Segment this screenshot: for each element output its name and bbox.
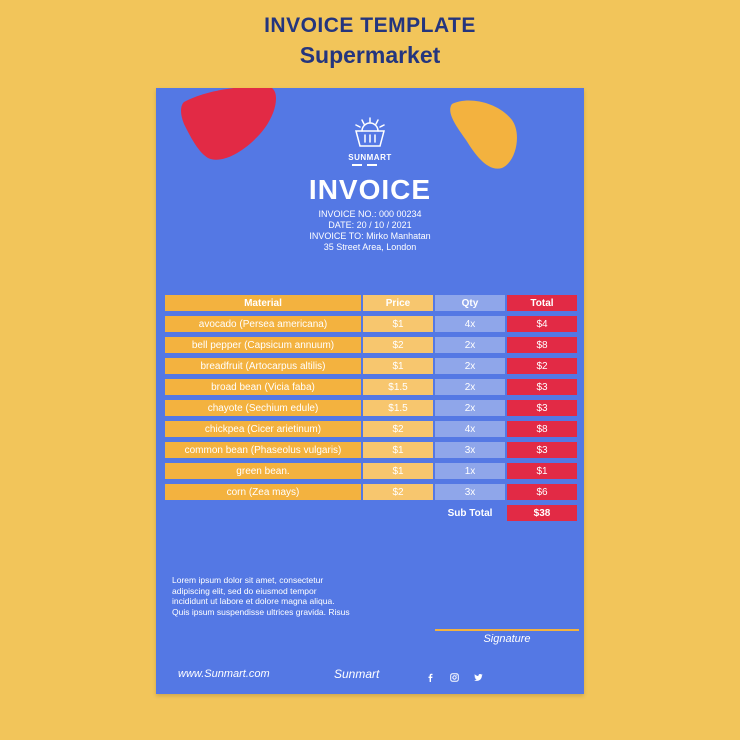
signature-label: Signature <box>483 633 531 645</box>
signature-line <box>435 629 579 631</box>
invoice-meta <box>156 209 584 253</box>
cell-qty: 3x <box>435 484 505 500</box>
table-row <box>165 316 577 332</box>
website-link[interactable]: www.Sunmart.com <box>178 668 270 680</box>
invoice-number: INVOICE NO.: 000 00234 <box>318 209 422 219</box>
invoice-sheet <box>156 88 584 694</box>
cell-qty: 1x <box>435 463 505 479</box>
invoice-to: INVOICE TO: Mirko Manhatan <box>309 231 431 241</box>
cell-total: $4 <box>507 316 577 332</box>
subtotal-value: $38 <box>507 505 577 521</box>
cell-price: $1.5 <box>363 400 433 416</box>
cell-qty: 2x <box>435 379 505 395</box>
cell-material: green bean. <box>165 463 361 479</box>
table-row <box>165 337 577 353</box>
cell-material: avocado (Persea americana) <box>165 316 361 332</box>
shopping-basket-icon <box>156 116 584 150</box>
notes-text: Lorem ipsum dolor sit amet, consectetur adipiscing elit, sed do eiusmod tempor incididunt ut labore et dolore magna aliqua. Quis ipsum suspendisse ultrices gravida. Risus <box>172 575 350 617</box>
instagram-icon[interactable] <box>450 669 459 678</box>
twitter-icon[interactable] <box>474 669 483 678</box>
cell-qty: 2x <box>435 400 505 416</box>
brand-underline-right <box>367 164 377 166</box>
subtotal-label: Sub Total <box>447 507 493 519</box>
social-icons <box>426 669 483 678</box>
cell-material: broad bean (Vicia faba) <box>165 379 361 395</box>
table-header-row <box>165 295 577 311</box>
cell-qty: 4x <box>435 316 505 332</box>
table-row <box>165 379 577 395</box>
cell-material: corn (Zea mays) <box>165 484 361 500</box>
table-row <box>165 400 577 416</box>
cell-price: $1 <box>363 316 433 332</box>
cell-total: $6 <box>507 484 577 500</box>
cell-total: $1 <box>507 463 577 479</box>
cell-price: $2 <box>363 337 433 353</box>
header-material: Material <box>165 295 361 311</box>
invoice-date: DATE: 20 / 10 / 2021 <box>328 220 412 230</box>
cell-price: $2 <box>363 484 433 500</box>
cell-material: chayote (Sechium edule) <box>165 400 361 416</box>
cell-total: $3 <box>507 400 577 416</box>
cell-total: $8 <box>507 337 577 353</box>
cell-material: breadfruit (Artocarpus altilis) <box>165 358 361 374</box>
page-subtitle: Supermarket <box>299 42 441 68</box>
subtotal-row <box>165 505 577 521</box>
brand-name: SUNMART <box>348 153 392 162</box>
cell-price: $1.5 <box>363 379 433 395</box>
cell-price: $1 <box>363 442 433 458</box>
invoice-address: 35 Street Area, London <box>323 242 417 252</box>
cell-total: $8 <box>507 421 577 437</box>
cell-material: common bean (Phaseolus vulgaris) <box>165 442 361 458</box>
cell-total: $3 <box>507 379 577 395</box>
cell-material: bell pepper (Capsicum annuum) <box>165 337 361 353</box>
cell-material: chickpea (Cicer arietinum) <box>165 421 361 437</box>
cell-total: $2 <box>507 358 577 374</box>
cell-price: $2 <box>363 421 433 437</box>
cell-qty: 3x <box>435 442 505 458</box>
header-price: Price <box>363 295 433 311</box>
page-title: INVOICE TEMPLATE <box>264 14 476 37</box>
cell-price: $1 <box>363 463 433 479</box>
header-total: Total <box>507 295 577 311</box>
footer-brand: Sunmart <box>334 667 380 681</box>
cell-total: $3 <box>507 442 577 458</box>
table-row <box>165 421 577 437</box>
cell-qty: 4x <box>435 421 505 437</box>
table-row <box>165 463 577 479</box>
cell-qty: 2x <box>435 337 505 353</box>
table-row <box>165 442 577 458</box>
table-row <box>165 484 577 500</box>
cell-price: $1 <box>363 358 433 374</box>
table-row <box>165 358 577 374</box>
items-table <box>165 290 577 526</box>
facebook-icon[interactable] <box>426 669 435 678</box>
brand-underline-left <box>352 164 362 166</box>
invoice-title: INVOICE <box>308 174 432 205</box>
header-qty: Qty <box>435 295 505 311</box>
cell-qty: 2x <box>435 358 505 374</box>
